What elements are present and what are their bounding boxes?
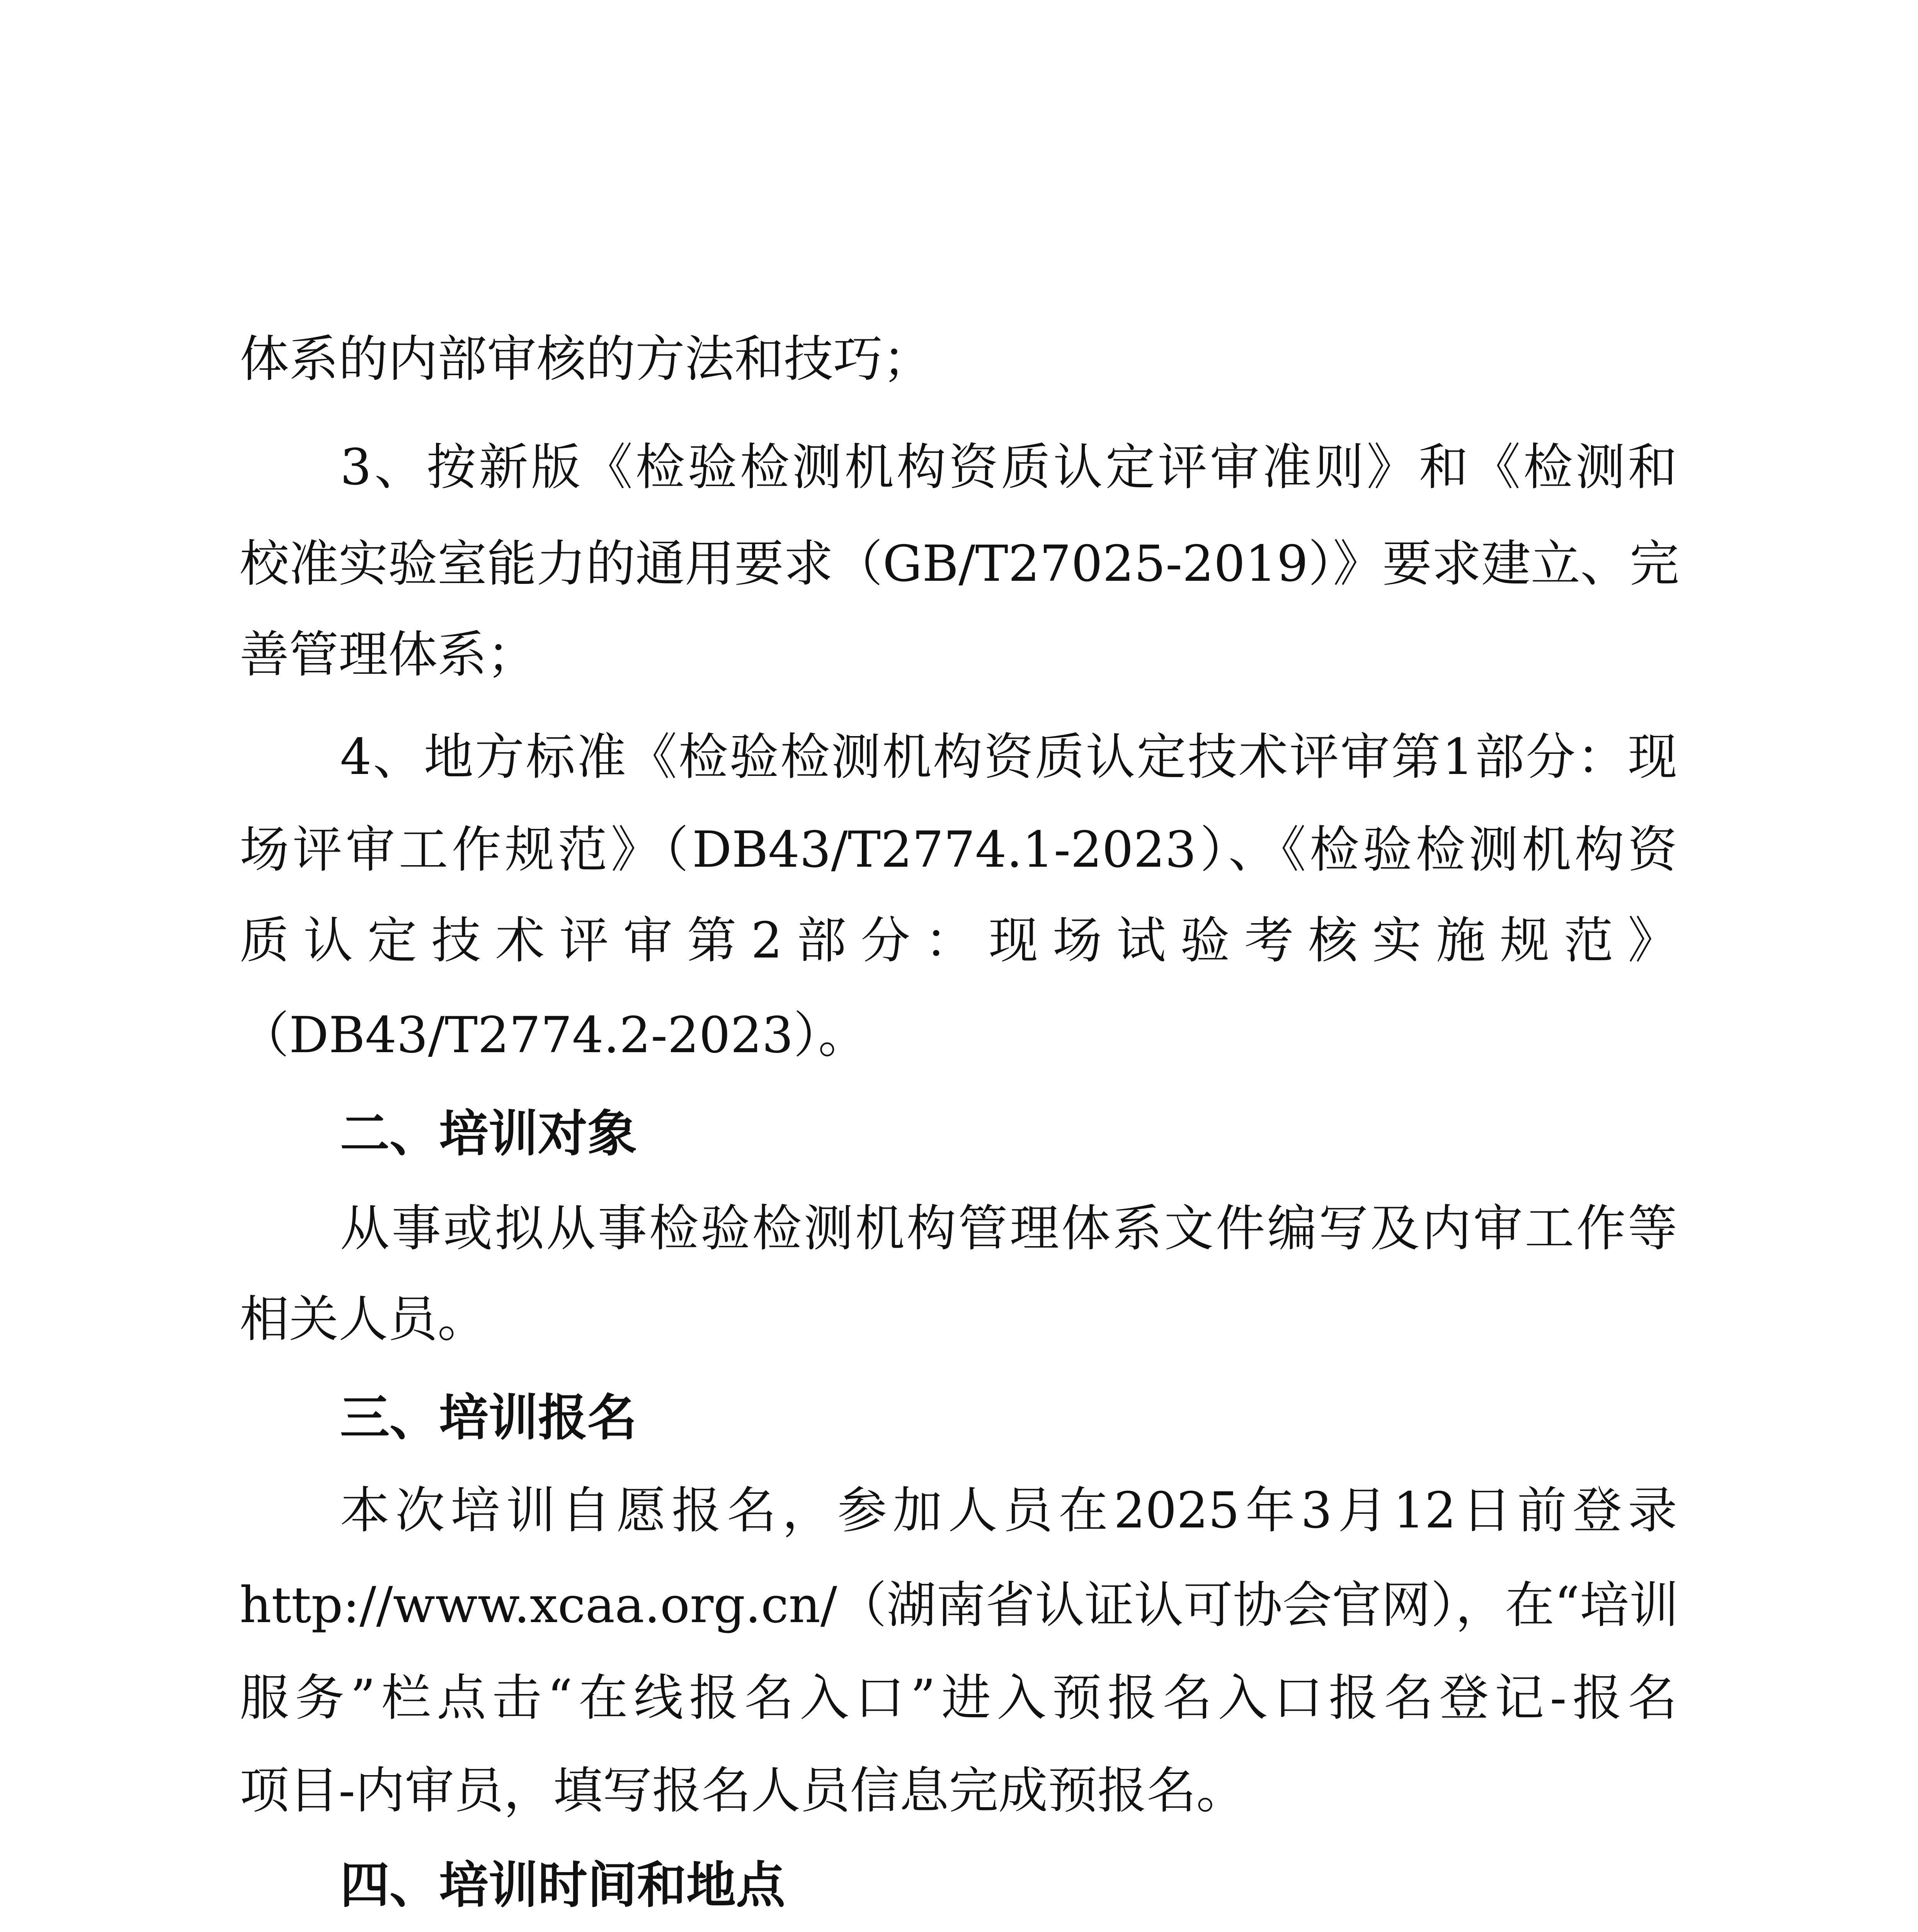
list-item-4: 4、地方标准《检验检测机构资质认定技术评审第1部分：现 <box>340 728 1677 786</box>
list-item-3: 3、按新版《检验检测机构资质认定评审准则》和《检测和 <box>340 439 1677 496</box>
text-line: 项目-内审员，填写报名人员信息完成预报名。 <box>240 1762 1246 1820</box>
text-line: 善管理体系； <box>240 626 537 684</box>
text-line: 从事或拟从事检验检测机构管理体系文件编写及内审工作等 <box>340 1200 1677 1257</box>
text-line: 校准实验室能力的通用要求（GB/T27025-2019）》要求建立、完 <box>240 535 1680 593</box>
text-line: 体系的内部审核的方法和技巧； <box>240 330 933 388</box>
text-line: 服务”栏点击“在线报名入口”进入预报名入口报名登记-报名 <box>240 1669 1677 1727</box>
text-line: 本次培训自愿报名，参加人员在2025年3月12日前登录 <box>340 1482 1677 1539</box>
text-line: （DB43/T2774.2-2023）。 <box>240 1007 868 1064</box>
text-line: 相关人员。 <box>240 1291 487 1348</box>
section-heading: 二、培训对象 <box>340 1105 637 1163</box>
section-heading: 三、培训报名 <box>340 1389 637 1447</box>
section-heading: 四、培训时间和地点 <box>340 1857 786 1914</box>
registration-url-line: http://www.xcaa.org.cn/（湖南省认证认可协会官网），在“培训 <box>240 1577 1679 1634</box>
text-line: 场评审工作规范》（DB43/T2774.1-2023）、《检验检测机构资 <box>240 821 1678 879</box>
text-line: 质认定技术评审第2部分：现场试验考核实施规范》 <box>240 912 1677 969</box>
